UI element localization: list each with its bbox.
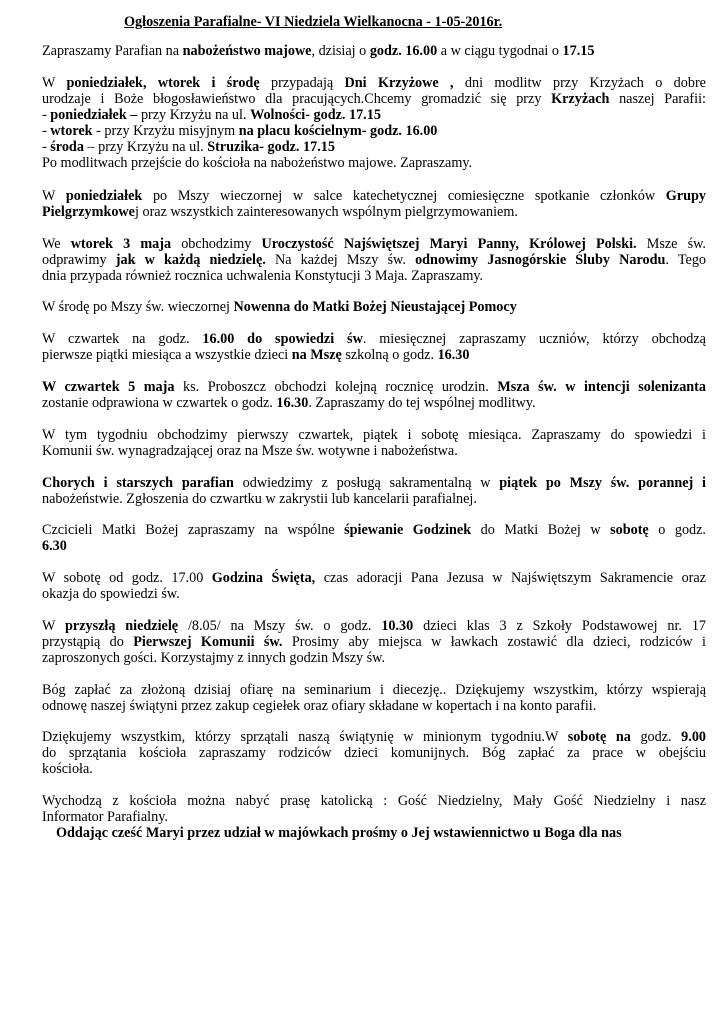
text-line [42, 618, 706, 634]
text-line [42, 75, 706, 91]
announcement-holy-hour [42, 570, 706, 602]
text-line [42, 252, 706, 268]
text-line: dnia przypada również rocznica uchwalenia Konstytucji 3 Maja. Zapraszamy. [42, 268, 484, 284]
list-item [42, 123, 706, 139]
text: dni modlitw przy Krzyżach o dobre [453, 75, 706, 91]
text-line [42, 43, 706, 59]
text: j oraz wszystkich zainteresowanych wspólnym pielgrzymowaniem. [134, 204, 518, 220]
text-bold: 16.00 do spowiedzi św [202, 331, 363, 347]
text: /8.05/ na Mszy św. o godz. [178, 618, 382, 634]
text-bold: godz. 16.00 [369, 43, 438, 59]
text-bold: Dni Krzyżowe , [344, 75, 454, 91]
text-bold: 9.00 [681, 729, 706, 745]
text: W [42, 618, 65, 634]
text-bold: poniedziałek, wtorek i środę [66, 75, 260, 91]
text-line: Komunii św. wynagradzającej oraz na Msze św. wotywne i nabożeństwa. [42, 443, 458, 459]
text-line [42, 729, 706, 745]
text-bold: sobotę [610, 522, 649, 538]
text-line [42, 299, 706, 315]
text: - [42, 123, 51, 139]
text-bold: Godzina Święta, [211, 570, 316, 586]
text-bold: Wolności- godz. 17.15 [250, 107, 381, 123]
text-line [42, 204, 706, 220]
text: W środę po Mszy św. wieczornej [42, 299, 234, 315]
text-line [42, 475, 706, 491]
text-line: okazja do spowiedzi św. [42, 586, 180, 602]
text: przy Krzyżu na ul. [137, 107, 251, 123]
text-bold: Krzyżach [551, 91, 610, 107]
text-line: W tym tygodniu obchodzimy pierwszy czwartek, piątek i sobotę miesiąca. Zapraszamy do spowiedzi i [42, 427, 706, 443]
text-line [42, 236, 706, 252]
text: czas adoracji Pana Jezusa w Najświętszym Sakramencie oraz [315, 570, 706, 586]
text-bold: Pierwszej Komunii św. [133, 634, 283, 650]
announcement-rogation-days [42, 75, 706, 171]
text-line: nabożeństwie. Zgłoszenia do czwartku w zakrystii lub kancelarii parafialnej. [42, 491, 477, 507]
text: W [42, 188, 66, 204]
text-line [42, 522, 706, 538]
text-bold: piątek po Mszy św. porannej i [499, 475, 706, 491]
text-line [42, 538, 706, 554]
text-bold: Nowenna do Matki Bożej Nieustającej Pomocy [233, 299, 517, 315]
text: Prosimy aby miejsca w ławkach zostawić dla dzieci, rodziców i [282, 634, 706, 650]
text-line: kościoła. [42, 761, 93, 777]
text-bold: Msza św. w intencji solenizanta [497, 379, 706, 395]
text: odwiedzimy z posługą sakramentalną w [233, 475, 500, 491]
text-bold: Struzika- godz. 17.15 [207, 139, 335, 155]
text: obchodzimy [171, 236, 262, 252]
text-line: Bóg zapłać za złożoną dzisiaj ofiarę na seminarium i diecezję.. Dziękujemy wszystkim, którzy wspierają [42, 682, 706, 698]
text-bold: środa [50, 139, 84, 155]
text-bold: wtorek [50, 123, 93, 139]
text-line: Wychodzą z kościoła można nabyć prasę katolicką : Gość Niedzielny, Mały Gość Niedzielny i nasz [42, 793, 706, 809]
text-bold: na Mszę [291, 347, 342, 363]
announcement-godzinki [42, 522, 706, 554]
text-line: zaproszonych gości. Korzystajmy z innych godzin Mszy św. [42, 650, 386, 666]
list-item [42, 107, 706, 123]
announcement-sick-visits [42, 475, 706, 507]
text-bold: jak w każdą niedzielę. [115, 252, 266, 268]
text: W czwartek na godz. [42, 331, 203, 347]
text-bold: 10.30 [381, 618, 414, 634]
text: , dzisiaj o [311, 43, 370, 59]
text: pierwsze piątki miesiąca a wszystkie dzieci [42, 347, 292, 363]
text-line [42, 91, 706, 107]
text: W sobotę od godz. 17.00 [42, 570, 212, 586]
text: szkolną o godz. [341, 347, 438, 363]
text-line: Po modlitwach przejście do kościoła na nabożeństwo majowe. Zapraszamy. [42, 155, 473, 171]
text: Dziękujemy wszystkim, którzy sprzątali naszą świątynię w minionym tygodniu.W [42, 729, 568, 745]
text: zostanie odprawiona w czwartek o godz. [42, 395, 277, 411]
text-bold: sobotę na [567, 729, 631, 745]
announcement-confession-students [42, 331, 706, 363]
closing-line: Oddając cześć Maryi przez udział w majówkach prośmy o Jej wstawiennictwo u Boga dla nas [56, 825, 622, 841]
text-bold: 17.15 [562, 43, 595, 59]
text-line: do sprzątania kościoła zapraszamy rodziców dzieci komunijnych. Bóg zapłać za prace w obejściu [42, 745, 706, 761]
text-bold: wtorek 3 maja [70, 236, 172, 252]
text: o godz. [648, 522, 706, 538]
announcement-first-communion [42, 618, 706, 666]
text: - [42, 139, 51, 155]
announcement-first-friday [42, 427, 706, 459]
text-bold: śpiewanie Godzinek [344, 522, 472, 538]
text: . Tego [665, 252, 707, 268]
text: odprawimy [42, 252, 116, 268]
text-bold: Pielgrzymkowe [42, 204, 135, 220]
text-line: odnowę naszej świątyni przez zakup cegiełek oraz ofiary składane w kopertach i na konto parafii. [42, 698, 597, 714]
text: - [42, 107, 51, 123]
text: . miesięcznej zapraszamy uczniów, którzy obchodzą [362, 331, 706, 347]
announcement-may-3 [42, 236, 706, 284]
text-line: Informator Parafialny. [42, 809, 168, 825]
text-bold: odnowimy Jasnogórskie Śluby Narodu [415, 252, 666, 268]
text-line [42, 634, 706, 650]
text: - przy Krzyżu misyjnym [92, 123, 239, 139]
text: ks. Proboszcz obchodzi kolejną rocznicę urodzin. [174, 379, 498, 395]
text: przypadają [259, 75, 345, 91]
text-line [42, 188, 706, 204]
text: naszej Parafii: [609, 91, 706, 107]
announcement-novena [42, 299, 706, 315]
text-bold: poniedziałek – [50, 107, 138, 123]
text-bold: nabożeństwo majowe [182, 43, 312, 59]
announcement-may-devotion [42, 43, 706, 59]
text: W [42, 75, 67, 91]
announcement-catholic-press [42, 793, 706, 825]
text: Czcicieli Matki Bożej zapraszamy na wspólne [42, 522, 345, 538]
text-bold: 6.30 [42, 538, 67, 554]
text-bold: na placu kościelnym- godz. 16.00 [238, 123, 438, 139]
text-bold: przyszłą niedzielę [65, 618, 179, 634]
text-line [42, 331, 706, 347]
text: Na każdej Mszy św. [265, 252, 416, 268]
text-line [42, 379, 706, 395]
text-bold: Chorych i starszych parafian [42, 475, 234, 491]
text: godz. [630, 729, 682, 745]
text: dzieci klas 3 z Szkoły Podstawowej nr. 17 [413, 618, 707, 634]
text: – przy Krzyżu na ul. [83, 139, 208, 155]
text: Msze św. [636, 236, 706, 252]
text: po Mszy wieczornej w salce katechetycznej comiesięczne spotkanie członków [142, 188, 666, 204]
announcement-offerings [42, 682, 706, 714]
text-bold: poniedziałek [65, 188, 143, 204]
announcement-pastor-birthday [42, 379, 706, 411]
text-line [42, 347, 706, 363]
text-bold: 16.30 [276, 395, 309, 411]
text-bold: W czwartek 5 maja [42, 379, 175, 395]
text-line [42, 570, 706, 586]
text: a w ciągu tygodnai o [437, 43, 563, 59]
page-title: Ogłoszenia Parafialne- VI Niedziela Wielkanocna - 1-05-2016r. [124, 14, 503, 30]
text: urodzaje i Boże błogosławieństwo dla pracujących.Chcemy gromadzić się przy [42, 91, 552, 107]
text: Zapraszamy Parafian na [42, 43, 183, 59]
text-line [42, 395, 706, 411]
list-item [42, 139, 706, 155]
text: . Zapraszamy do tej wspólnej modlitwy. [308, 395, 536, 411]
text-bold: Uroczystość Najświętszej Maryi Panny, Królowej Polski. [261, 236, 637, 252]
text-bold: Grupy [665, 188, 706, 204]
text-bold: 16.30 [437, 347, 470, 363]
text: do Matki Bożej w [471, 522, 611, 538]
announcement-cleaning [42, 729, 706, 777]
text: przystąpią do [42, 634, 134, 650]
text: We [42, 236, 71, 252]
announcement-pilgrim-group [42, 188, 706, 220]
